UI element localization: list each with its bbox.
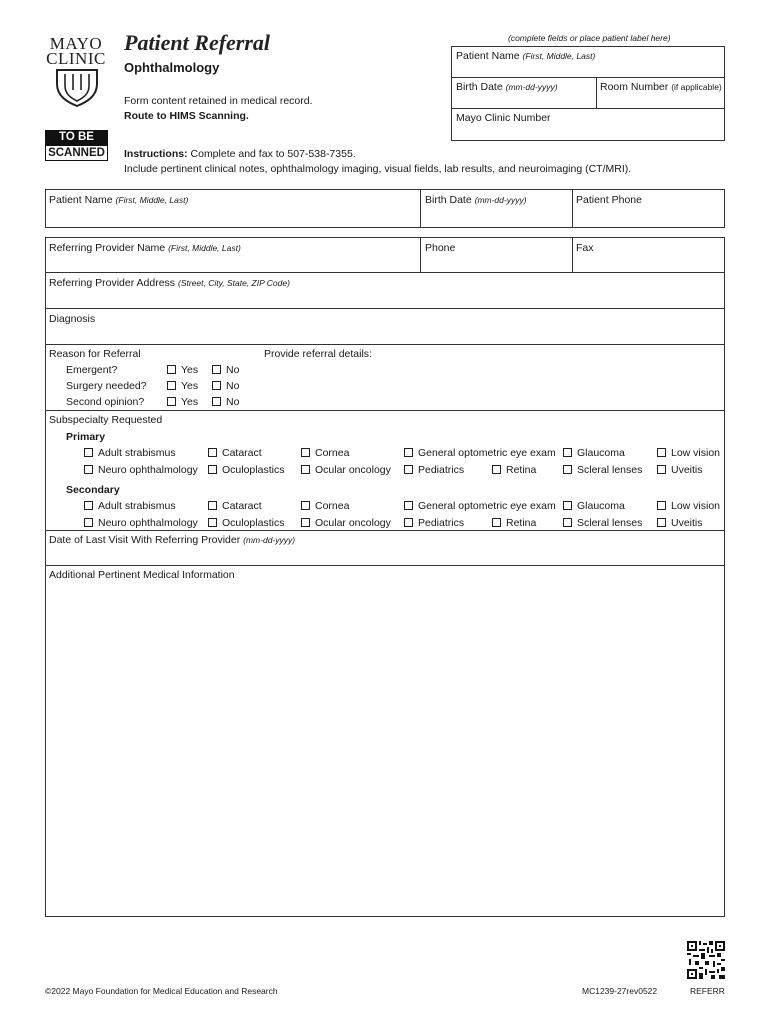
checkbox[interactable] xyxy=(563,518,572,527)
primary-retina-option[interactable]: Retina xyxy=(492,464,536,476)
primary-uveitis-option[interactable]: Uveitis xyxy=(657,464,703,476)
secondary-glaucoma-option[interactable]: Glaucoma xyxy=(563,500,625,512)
checkbox[interactable] xyxy=(301,501,310,510)
provider-address-field[interactable]: Referring Provider Address (Street, City, State, ZIP Code) xyxy=(49,277,290,289)
patient-name-field[interactable]: Patient Name (First, Middle, Last) xyxy=(49,194,189,206)
secondary-neuro-ophthalmology-option[interactable]: Neuro ophthalmology xyxy=(84,517,198,529)
primary-pediatrics-option[interactable]: Pediatrics xyxy=(404,464,464,476)
checkbox[interactable] xyxy=(492,518,501,527)
secondary-cornea-option[interactable]: Cornea xyxy=(301,500,349,512)
second-opinion-yes[interactable]: Yes xyxy=(167,396,198,408)
second-opinion-no[interactable]: No xyxy=(212,396,239,408)
logo-line-2: CLINIC xyxy=(46,49,106,68)
checkbox[interactable] xyxy=(563,465,572,474)
checkbox[interactable] xyxy=(657,518,666,527)
secondary-scleral-lenses-option[interactable]: Scleral lenses xyxy=(563,517,642,529)
emergent-yes[interactable]: Yes xyxy=(167,364,198,376)
to-be-stamp: TO BE xyxy=(45,130,108,145)
checkbox[interactable] xyxy=(167,397,176,406)
checkbox[interactable] xyxy=(208,448,217,457)
emergent-no[interactable]: No xyxy=(212,364,239,376)
secondary-uveitis-option[interactable]: Uveitis xyxy=(657,517,703,529)
checkbox[interactable] xyxy=(404,501,413,510)
checkbox[interactable] xyxy=(84,518,93,527)
checkbox[interactable] xyxy=(657,501,666,510)
reason-label: Reason for Referral xyxy=(49,348,141,360)
checkbox[interactable] xyxy=(84,448,93,457)
checkbox[interactable] xyxy=(301,465,310,474)
refer-code: REFERR xyxy=(690,986,725,996)
checkbox[interactable] xyxy=(404,465,413,474)
question-second-opinion: Second opinion? xyxy=(66,396,145,408)
secondary-adult-strabismus-option[interactable]: Adult strabismus xyxy=(84,500,176,512)
label-clinic-number-field[interactable]: Mayo Clinic Number xyxy=(456,112,551,124)
retained-note: Form content retained in medical record. xyxy=(124,95,313,107)
checkbox[interactable] xyxy=(563,501,572,510)
checkbox[interactable] xyxy=(212,365,221,374)
surgery-yes[interactable]: Yes xyxy=(167,380,198,392)
form-code: MC1239-27rev0522 xyxy=(582,986,658,996)
checkbox[interactable] xyxy=(208,518,217,527)
checkbox[interactable] xyxy=(167,365,176,374)
mayo-shield-icon xyxy=(53,68,101,108)
form-subtitle: Ophthalmology xyxy=(124,60,220,75)
secondary-oculoplastics-option[interactable]: Oculoplastics xyxy=(208,517,284,529)
primary-glaucoma-option[interactable]: Glaucoma xyxy=(563,447,625,459)
provider-phone-field[interactable]: Phone xyxy=(425,242,456,254)
checkbox[interactable] xyxy=(404,518,413,527)
label-room-number-field[interactable]: Room Number (if applicable) xyxy=(600,81,722,93)
secondary-heading: Secondary xyxy=(66,484,120,496)
secondary-low-vision-option[interactable]: Low vision xyxy=(657,500,720,512)
checkbox[interactable] xyxy=(84,465,93,474)
checkbox[interactable] xyxy=(492,465,501,474)
label-birth-date-field[interactable]: Birth Date (mm-dd-yyyy) xyxy=(456,81,558,93)
checkbox[interactable] xyxy=(301,518,310,527)
primary-ocular-oncology-option[interactable]: Ocular oncology xyxy=(301,464,391,476)
checkbox[interactable] xyxy=(212,381,221,390)
checkbox[interactable] xyxy=(657,465,666,474)
checkbox[interactable] xyxy=(208,465,217,474)
checkbox[interactable] xyxy=(208,501,217,510)
instructions: Instructions: Complete and fax to 507-538-7355. Include pertinent clinical notes, ophthalmology imaging, visual fields, lab results, and neuroimaging (CT/MRI). xyxy=(124,148,632,175)
primary-cataract-option[interactable]: Cataract xyxy=(208,447,262,459)
primary-adult-strabismus-option[interactable]: Adult strabismus xyxy=(84,447,176,459)
primary-oculoplastics-option[interactable]: Oculoplastics xyxy=(208,464,284,476)
scanned-stamp: SCANNED xyxy=(45,145,108,161)
subspecialty-label: Subspecialty Requested xyxy=(49,414,163,426)
referral-details-field[interactable]: Provide referral details: xyxy=(264,348,372,360)
question-emergent: Emergent? xyxy=(66,364,118,376)
checkbox[interactable] xyxy=(404,448,413,457)
primary-cornea-option[interactable]: Cornea xyxy=(301,447,349,459)
checkbox[interactable] xyxy=(301,448,310,457)
additional-info-field[interactable]: Additional Pertinent Medical Information xyxy=(49,569,235,581)
primary-neuro-ophthalmology-option[interactable]: Neuro ophthalmology xyxy=(84,464,198,476)
checkbox[interactable] xyxy=(84,501,93,510)
qr-code-icon xyxy=(687,941,725,979)
provider-fax-field[interactable]: Fax xyxy=(576,242,594,254)
copyright: ©2022 Mayo Foundation for Medical Education and Research xyxy=(45,986,278,996)
checkbox[interactable] xyxy=(657,448,666,457)
secondary-pediatrics-option[interactable]: Pediatrics xyxy=(404,517,464,529)
secondary-ocular-oncology-option[interactable]: Ocular oncology xyxy=(301,517,391,529)
question-surgery: Surgery needed? xyxy=(66,380,147,392)
checkbox[interactable] xyxy=(563,448,572,457)
primary-heading: Primary xyxy=(66,431,106,443)
route-note: Route to HIMS Scanning. xyxy=(124,110,249,122)
form-title: Patient Referral xyxy=(124,30,271,55)
checkbox[interactable] xyxy=(167,381,176,390)
label-patient-name-field[interactable]: Patient Name (First, Middle, Last) xyxy=(456,50,596,62)
primary-low-vision-option[interactable]: Low vision xyxy=(657,447,720,459)
primary-scleral-lenses-option[interactable]: Scleral lenses xyxy=(563,464,642,476)
primary-general-optometric-eye-exam-option[interactable]: General optometric eye exam xyxy=(404,447,556,459)
provider-name-field[interactable]: Referring Provider Name (First, Middle, Last) xyxy=(49,242,241,254)
diagnosis-field[interactable]: Diagnosis xyxy=(49,313,96,325)
secondary-cataract-option[interactable]: Cataract xyxy=(208,500,262,512)
patient-birth-date-field[interactable]: Birth Date (mm-dd-yyyy) xyxy=(425,194,527,206)
patient-phone-field[interactable]: Patient Phone xyxy=(576,194,642,206)
last-visit-field[interactable]: Date of Last Visit With Referring Provider (mm-dd-yyyy) xyxy=(49,534,296,546)
checkbox[interactable] xyxy=(212,397,221,406)
mayo-logo-text xyxy=(42,36,110,66)
logo-line-1: MAYO xyxy=(49,34,103,53)
secondary-general-optometric-eye-exam-option[interactable]: General optometric eye exam xyxy=(404,500,556,512)
secondary-retina-option[interactable]: Retina xyxy=(492,517,536,529)
surgery-no[interactable]: No xyxy=(212,380,239,392)
label-box-note: (complete fields or place patient label here) xyxy=(508,33,671,43)
